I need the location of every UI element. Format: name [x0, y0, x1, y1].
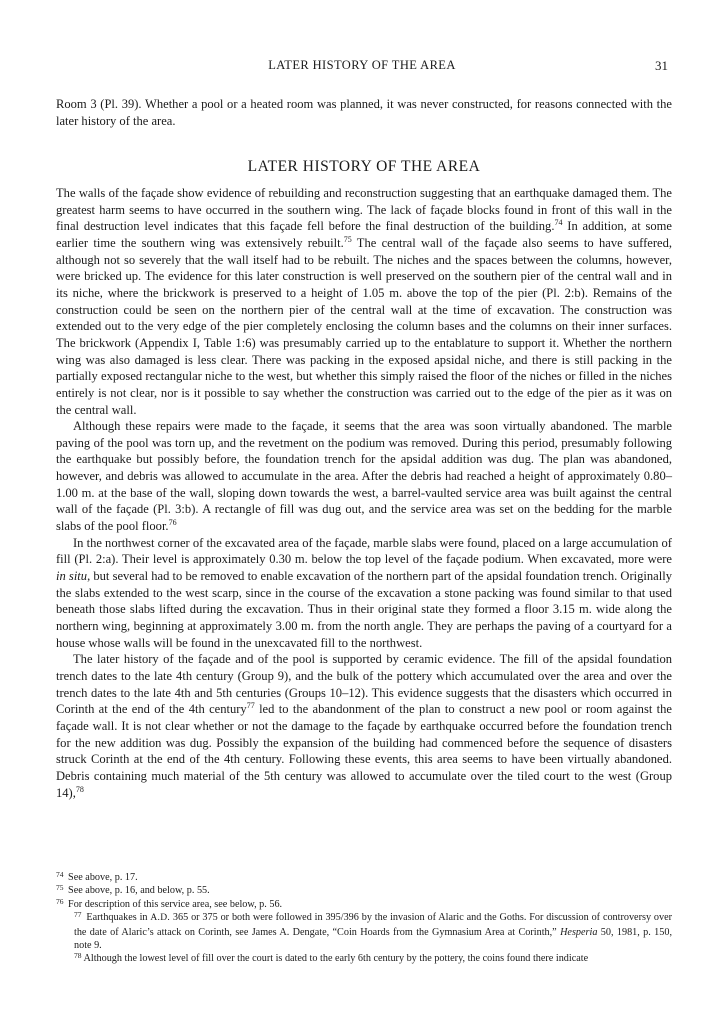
footnote-74-number: 74 — [56, 870, 64, 879]
footnote-77-text-b: 365 or 375 or both were followed in 395/396 by the invasion of Alaric and the Goths. For discussion of controversy over the date of Alaric’s attack on Corinth, see James A. Dengate, “Coin Hoards from the Gymnasium Area at Corinth,” — [74, 912, 673, 938]
footnote-78 — [56, 952, 672, 965]
footnote-77-text-a: Earthquakes in — [86, 912, 151, 924]
footnotes — [56, 871, 672, 966]
footnote-74-text: See above, p. 17. — [68, 872, 138, 883]
footnote-77 — [56, 911, 672, 952]
paragraph-1-text-b: In addition, at some earlier time the southern wing was extensively rebuilt. — [56, 219, 672, 250]
paragraph-3-text-b: , but several had to be removed to enable excavation of the northern part of the apsidal foundation trench. Originally the slabs extended to the west scarp, since in the course of the excavation a stone packing was found similar to that used beneath those slabs lifted during the excavation. Thus in their original state they formed a floor 3.15 m. wide along the northern wing, beginning at approximately 3.00 m. from the north angle. They are perhaps the paving of a courtyard for a house whose walls will be found in the unexcavated fill to the northwest. — [56, 569, 672, 650]
running-head: LATER HISTORY OF THE AREA — [268, 58, 456, 72]
footnote-78-text: Although the lowest level of fill over the court is dated to the early 6th century by the pottery, the coins found there indicate — [83, 953, 589, 965]
paragraph-2 — [56, 418, 672, 535]
footnote-ref-77: 77 — [246, 701, 255, 711]
paragraph-2-text-a: Although these repairs were made to the façade, it seems that the area was soon virtually abandoned. The marble paving of the pool was torn up, and the revetment on the podium was removed. During this period, presumably following the earthquake but possibly before, the foundation trench for the apsidal addition was dug. The plan was abandoned, however, and debris was allowed to accumulate in the area. After the debris had reached a height of approximately 0.80–1.00 m. at the base of the wall, sloping down towards the west, a barrel-vaulted service area was built against the central wall of the façade (Pl. 3:b). A rectangle of fill was dug out, and the service area was set on the bedding for the marble slabs of the pool floor. — [56, 419, 672, 534]
footnote-77-era: A.D. — [150, 913, 171, 924]
paragraph-1-text-c: The central wall of the façade also seems to have suffered, although not so severely that the wall itself had to be rebuilt. The niches and the spaces between the columns, however, were bricked up. The evidence for this later construction is well preserved on the southern pier of the central wall and in its niche, where the brickwork is preserved to a height of 1.05 m. above the top of the pier (Pl. 2:b). Remains of the construction could be seen on the northern pier of the central wall at the time of excavation. The construction was extended out to the very edge of the pier completely enclosing the column bases and the columns on their inner surfaces. The brickwork (Appendix I, Table 1:6) was presumably carried up to the entablature to support it. Whether the northern wing was also damaged is less clear. There was packing in the exposed apsidal niche, and there is still packing in the partially exposed rectangular niche to the west, but whether this simply raised the floor of the niches or filled in the niches entirely is not clear, nor is it possible to say whether the construction was carried out to the edge of the pier as it was on the central wall. — [56, 235, 672, 417]
page-number: 31 — [655, 58, 668, 73]
paragraph-4-text-a: The later history of the façade and of the pool is supported by ceramic evidence. The fill of the apsidal foundation trench dates to the late 4th century (Group 9), and the bulk of the pottery which accumulated over the area and over the trench dates to the late 4th and 5th centuries (Groups 10–12). This evidence suggests that the disasters which occurred in Corinth at the end of the 4th century — [56, 652, 672, 717]
main-text — [56, 96, 672, 801]
footnote-77-text-c: 50, 1981, p. 150, note 9. — [74, 926, 673, 952]
footnote-77-number: 77 — [74, 910, 82, 920]
footnote-75-number: 75 — [56, 883, 64, 893]
paragraph-4-text-b: led to the abandonment of the plan to construct a new pool or room against the façade wall. It is not clear whether or not the damage to the façade by earthquake occurred before the foundation trench for the new addition was dug. Possibly the expansion of the building had commenced before the sequence of disasters struck Corinth at the end of the 4th century. Following these events, this area seems to have been virtually abandoned. Debris containing much material of the 5th century was allowed to accumulate over the tiled court to the west (Group 14), — [56, 702, 672, 800]
paragraph-4 — [56, 651, 672, 801]
footnote-75-text: See above, p. 16, and below, p. 55. — [68, 885, 210, 897]
footnote-77-journal: Hesperia — [560, 926, 598, 938]
footnote-75 — [56, 884, 672, 897]
footnote-ref-78: 78 — [75, 784, 84, 794]
paragraph-1-text-a: The walls of the façade show evidence of rebuilding and reconstruction suggesting that an earthquake damaged them. The greatest harm seems to have occurred in the southern wing. The lack of façade blocks found in front of this wall in the final destruction level indicates that this façade fell before the final destruction of the building. — [56, 185, 672, 234]
footnote-ref-74: 74 — [554, 218, 563, 228]
footnote-76-text: For description of this service area, see below, p. 56. — [68, 898, 283, 910]
paragraph-3-text-a: In the northwest corner of the excavated area of the façade, marble slabs were found, placed on a large accumulation of fill (Pl. 2:a). Their level is approximately 0.30 m. below the top level of the façade podium. When excavated, more were — [56, 535, 672, 567]
section-heading: LATER HISTORY OF THE AREA — [247, 158, 481, 176]
paragraph-3-italic: in situ — [56, 569, 88, 584]
paragraph-1 — [56, 185, 672, 418]
footnote-ref-75: 75 — [343, 234, 352, 244]
footnote-ref-76: 76 — [168, 518, 177, 528]
continuation-paragraph: Room 3 (Pl. 39). Whether a pool or a heated room was planned, it was never constructed, for reasons connected with the later history of the area. — [56, 97, 672, 128]
footnote-74 — [56, 871, 672, 884]
footnote-78-number: 78 — [74, 951, 82, 961]
paragraph-3 — [56, 535, 672, 652]
footnote-76-number: 76 — [56, 896, 64, 906]
footnote-76 — [56, 898, 672, 911]
